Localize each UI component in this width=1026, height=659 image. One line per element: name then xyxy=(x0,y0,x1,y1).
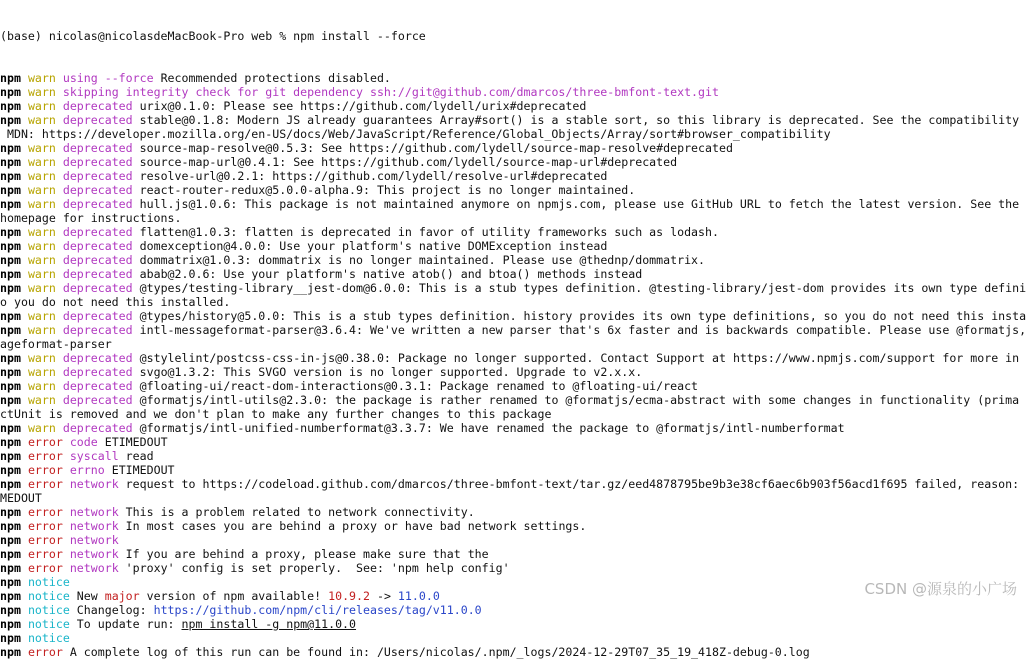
log-line xyxy=(0,351,1023,365)
log-message: react-router-redux@5.0.0-alpha.9: This project is no longer maintained. xyxy=(132,183,636,197)
log-line xyxy=(0,71,1023,85)
log-line xyxy=(0,85,1023,99)
log-subtype: deprecated xyxy=(62,141,133,155)
log-subtype: network xyxy=(69,547,119,561)
log-message: If you are behind a proxy, please make sure that the xyxy=(118,547,489,561)
log-line xyxy=(0,99,1023,113)
log-message: dommatrix@1.0.3: dommatrix is no longer maintained. Please use @thednp/dommatrix. xyxy=(132,253,706,267)
log-level-warn: warn xyxy=(27,155,56,169)
log-subtype: deprecated xyxy=(62,113,133,127)
npm-prefix: npm xyxy=(0,379,21,393)
log-level-notice: notice xyxy=(27,589,70,603)
log-message: New xyxy=(69,589,105,603)
log-subtype: network xyxy=(69,505,119,519)
log-level-warn: warn xyxy=(27,71,56,85)
log-level-error: error xyxy=(27,547,63,561)
npm-prefix: npm xyxy=(0,575,21,589)
log-level-error: error xyxy=(27,477,63,491)
new-version: 11.0.0 xyxy=(397,589,440,603)
log-level-error: error xyxy=(27,533,63,547)
npm-prefix: npm xyxy=(0,239,21,253)
npm-prefix: npm xyxy=(0,113,21,127)
log-message: @formatjs/intl-utils@2.3.0: the package is rather renamed to @formatjs/ecma-abstract with some changes in functionality (prima xyxy=(132,393,1020,407)
log-line xyxy=(0,547,1023,561)
log-subtype: deprecated xyxy=(62,155,133,169)
log-message: This is a problem related to network connectivity. xyxy=(118,505,475,519)
log-line xyxy=(0,253,1023,267)
npm-prefix: npm xyxy=(0,99,21,113)
log-level-warn: warn xyxy=(27,225,56,239)
log-line xyxy=(0,435,1023,449)
log-level-notice: notice xyxy=(27,603,70,617)
log-line xyxy=(0,267,1023,281)
npm-prefix: npm xyxy=(0,547,21,561)
log-level-error: error xyxy=(27,519,63,533)
log-subtype: deprecated xyxy=(62,393,133,407)
log-line xyxy=(0,505,1023,519)
log-message: intl-messageformat-parser@3.6.4: We've written a new parser that's 6x faster and is backwards compatible. Please use @formatjs, xyxy=(132,323,1026,337)
update-major: major xyxy=(104,589,140,603)
log-subtype: deprecated xyxy=(62,323,133,337)
npm-prefix: npm xyxy=(0,281,21,295)
npm-prefix: npm xyxy=(0,561,21,575)
changelog-link[interactable]: https://github.com/npm/cli/releases/tag/v11.0.0 xyxy=(153,603,482,617)
log-subtype: deprecated xyxy=(62,267,133,281)
log-message: MDN: https://developer.mozilla.org/en-US/docs/Web/JavaScript/Reference/Global_Objects/Array/sort#browser_compatibility xyxy=(0,127,831,141)
log-subtype: deprecated xyxy=(62,169,133,183)
log-line xyxy=(0,113,1023,127)
log-line xyxy=(0,239,1023,253)
terminal-output xyxy=(0,1,1026,659)
npm-prefix: npm xyxy=(0,463,21,477)
log-message: hull.js@1.0.6: This package is not maintained anymore on npmjs.com, please use GitHub URL to fetch the latest version. See the xyxy=(132,197,1020,211)
log-line xyxy=(0,561,1023,575)
log-line-continuation xyxy=(0,491,1023,505)
log-message: @floating-ui/react-dom-interactions@0.3.1: Package renamed to @floating-ui/react xyxy=(132,379,699,393)
log-line xyxy=(0,631,1023,645)
npm-prefix: npm xyxy=(0,435,21,449)
log-level-warn: warn xyxy=(27,99,56,113)
log-level-error: error xyxy=(27,463,63,477)
log-level-warn: warn xyxy=(27,421,56,435)
log-message: @types/testing-library__jest-dom@6.0.0: This is a stub types definition. @testing-library/jest-dom provides its own type defini xyxy=(132,281,1026,295)
log-message: svgo@1.3.2: This SVGO version is no longer supported. Upgrade to v2.x.x. xyxy=(132,365,643,379)
log-level-warn: warn xyxy=(27,169,56,183)
npm-prefix: npm xyxy=(0,477,21,491)
log-message: source-map-url@0.4.1: See https://github.com/lydell/source-map-url#deprecated xyxy=(132,155,678,169)
log-line xyxy=(0,365,1023,379)
log-line xyxy=(0,197,1023,211)
update-command: npm install -g npm@11.0.0 xyxy=(181,617,357,631)
log-line xyxy=(0,477,1023,491)
update-text: version of npm available! xyxy=(139,589,329,603)
npm-prefix: npm xyxy=(0,505,21,519)
log-subtype: network xyxy=(69,519,119,533)
log-line xyxy=(0,281,1026,295)
npm-prefix: npm xyxy=(0,533,21,547)
log-message: @types/history@5.0.0: This is a stub types definition. history provides its own type definitions, so you do not need this insta xyxy=(132,309,1026,323)
npm-prefix: npm xyxy=(0,351,21,365)
log-line xyxy=(0,225,1023,239)
log-subtype: deprecated xyxy=(62,365,133,379)
log-subtype: errno xyxy=(69,463,105,477)
log-line-continuation xyxy=(0,295,1023,309)
npm-prefix: npm xyxy=(0,519,21,533)
log-subtype: deprecated xyxy=(62,197,133,211)
npm-prefix: npm xyxy=(0,155,21,169)
log-subtype: deprecated xyxy=(62,421,133,435)
npm-prefix: npm xyxy=(0,71,21,85)
log-message: 'proxy' config is set properly. See: 'npm help config' xyxy=(118,561,510,575)
npm-prefix: npm xyxy=(0,589,21,603)
npm-prefix: npm xyxy=(0,197,21,211)
log-message: A complete log of this run can be found in: /Users/nicolas/.npm/_logs/2024-12-29T07_35_19_418Z-debug-0.log xyxy=(62,645,810,659)
log-message: resolve-url@0.2.1: https://github.com/lydell/resolve-url#deprecated xyxy=(132,169,608,183)
log-subtype: deprecated xyxy=(62,225,133,239)
log-line xyxy=(0,533,1023,547)
log-message: homepage for instructions. xyxy=(0,211,182,225)
log-line xyxy=(0,645,1023,659)
log-level-error: error xyxy=(27,435,63,449)
npm-prefix: npm xyxy=(0,421,21,435)
log-subtype: deprecated xyxy=(62,99,133,113)
npm-prefix: npm xyxy=(0,253,21,267)
log-line xyxy=(0,617,1023,631)
watermark: CSDN @源泉的小广场 xyxy=(864,580,1017,598)
log-line xyxy=(0,393,1023,407)
log-line-continuation xyxy=(0,211,1023,225)
log-level-error: error xyxy=(27,449,63,463)
log-message: stable@0.1.8: Modern JS already guarantees Array#sort() is a stable sort, so this library is deprecated. See the compatibility xyxy=(132,113,1020,127)
npm-prefix: npm xyxy=(0,645,21,659)
log-message: @stylelint/postcss-css-in-js@0.38.0: Package no longer supported. Contact Support at https://www.npmjs.com/support for more in xyxy=(132,351,1020,365)
log-level-warn: warn xyxy=(27,183,56,197)
log-message: domexception@4.0.0: Use your platform's native DOMException instead xyxy=(132,239,608,253)
log-level-warn: warn xyxy=(27,351,56,365)
log-level-warn: warn xyxy=(27,85,56,99)
log-message: Changelog: xyxy=(69,603,154,617)
log-subtype: using --force xyxy=(62,71,154,85)
npm-prefix: npm xyxy=(0,449,21,463)
log-level-notice: notice xyxy=(27,575,70,589)
npm-prefix: npm xyxy=(0,393,21,407)
log-message: request to https://codeload.github.com/dmarcos/three-bmfont-text/tar.gz/eed4878795be9b3e38cf6aec6b903f56acd1f695 failed, reason: xyxy=(118,477,1020,491)
log-level-notice: notice xyxy=(27,631,70,645)
npm-prefix: npm xyxy=(0,169,21,183)
npm-prefix: npm xyxy=(0,225,21,239)
log-message: MEDOUT xyxy=(0,491,42,505)
log-message: To update run: xyxy=(69,617,182,631)
log-message: abab@2.0.6: Use your platform's native atob() and btoa() methods instead xyxy=(132,267,643,281)
log-subtype: deprecated xyxy=(62,281,133,295)
log-level-notice: notice xyxy=(27,617,70,631)
log-subtype: code xyxy=(69,435,98,449)
log-subtype: network xyxy=(69,477,119,491)
npm-prefix: npm xyxy=(0,267,21,281)
log-level-warn: warn xyxy=(27,323,56,337)
log-line xyxy=(0,379,1023,393)
log-level-warn: warn xyxy=(27,239,56,253)
log-level-error: error xyxy=(27,561,63,575)
current-version: 10.9.2 xyxy=(328,589,370,603)
log-subtype: skipping integrity check for git dependency ssh://git@github.com/dmarcos/three-bmfont-text.git xyxy=(62,85,719,99)
log-level-warn: warn xyxy=(27,197,56,211)
npm-prefix: npm xyxy=(0,85,21,99)
log-subtype: deprecated xyxy=(62,351,133,365)
npm-prefix: npm xyxy=(0,183,21,197)
log-line xyxy=(0,463,1023,477)
log-message: source-map-resolve@0.5.3: See https://github.com/lydell/source-map-resolve#deprecated xyxy=(132,141,733,155)
npm-prefix: npm xyxy=(0,141,21,155)
log-line xyxy=(0,141,1023,155)
log-line-continuation xyxy=(0,407,1023,421)
npm-prefix: npm xyxy=(0,631,21,645)
log-message: In most cases you are behind a proxy or have bad network settings. xyxy=(118,519,587,533)
log-level-warn: warn xyxy=(27,309,56,323)
log-line xyxy=(0,309,1026,323)
log-line xyxy=(0,323,1026,337)
log-line xyxy=(0,519,1023,533)
log-line xyxy=(0,421,1023,435)
log-message: ETIMEDOUT xyxy=(104,463,175,477)
log-line xyxy=(0,155,1023,169)
log-subtype: deprecated xyxy=(62,253,133,267)
log-level-warn: warn xyxy=(27,365,56,379)
log-line xyxy=(0,603,1023,617)
log-line-continuation xyxy=(0,127,1023,141)
log-line xyxy=(0,183,1023,197)
log-subtype: deprecated xyxy=(62,239,133,253)
log-line-continuation xyxy=(0,337,1023,351)
log-message: ageformat-parser xyxy=(0,337,112,351)
log-subtype: syscall xyxy=(69,449,119,463)
log-message: Recommended protections disabled. xyxy=(153,71,391,85)
log-level-error: error xyxy=(27,645,63,659)
log-message: ETIMEDOUT xyxy=(97,435,168,449)
log-message: ctUnit is removed and we don't plan to make any further changes to this package xyxy=(0,407,552,421)
log-level-warn: warn xyxy=(27,113,56,127)
log-level-warn: warn xyxy=(27,141,56,155)
prompt-line: (base) nicolas@nicolasdeMacBook-Pro web % npm install --force xyxy=(0,29,426,43)
log-level-warn: warn xyxy=(27,281,56,295)
log-subtype: deprecated xyxy=(62,309,133,323)
log-message: @formatjs/intl-unified-numberformat@3.3.7: We have renamed the package to @formatjs/intl-numberformat xyxy=(132,421,845,435)
log-message: urix@0.1.0: Please see https://github.com/lydell/urix#deprecated xyxy=(132,99,587,113)
log-message: o you do not need this installed. xyxy=(0,295,231,309)
log-level-warn: warn xyxy=(27,253,56,267)
log-subtype: deprecated xyxy=(62,379,133,393)
log-message: flatten@1.0.3: flatten is deprecated in favor of utility frameworks such as lodash. xyxy=(132,225,719,239)
log-subtype: network xyxy=(69,533,119,547)
update-arrow: -> xyxy=(370,589,398,603)
log-line xyxy=(0,169,1023,183)
log-line xyxy=(0,449,1023,463)
log-level-warn: warn xyxy=(27,267,56,281)
npm-prefix: npm xyxy=(0,365,21,379)
npm-prefix: npm xyxy=(0,323,21,337)
npm-prefix: npm xyxy=(0,309,21,323)
log-subtype: network xyxy=(69,561,119,575)
log-subtype: deprecated xyxy=(62,183,133,197)
npm-prefix: npm xyxy=(0,603,21,617)
log-level-warn: warn xyxy=(27,393,56,407)
log-level-error: error xyxy=(27,505,63,519)
npm-prefix: npm xyxy=(0,617,21,631)
log-message: read xyxy=(118,449,154,463)
log-level-warn: warn xyxy=(27,379,56,393)
